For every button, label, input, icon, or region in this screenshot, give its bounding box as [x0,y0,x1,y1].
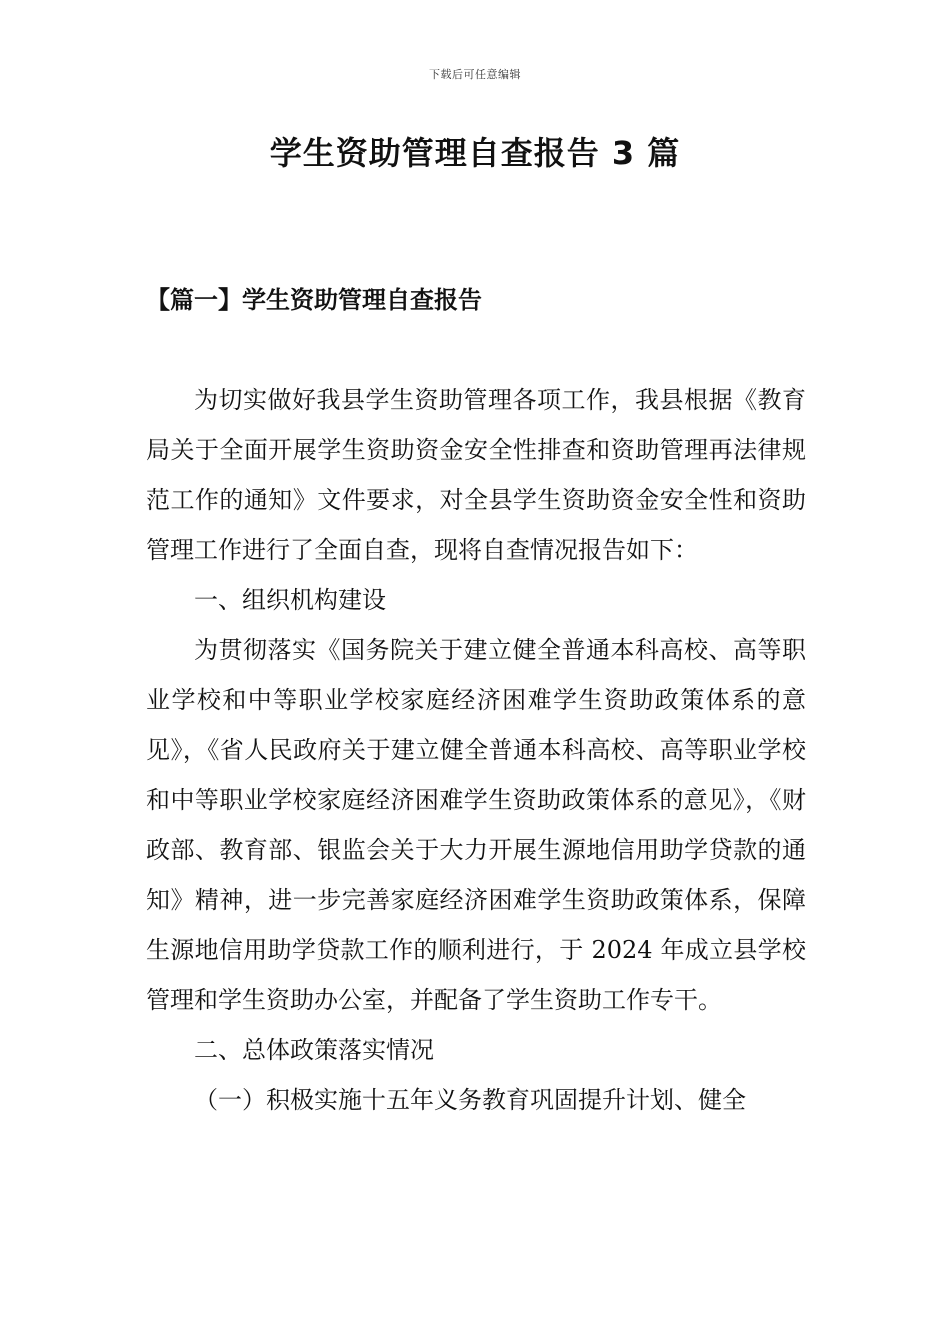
heading-org-structure: 一、组织机构建设 [194,586,386,614]
section-heading: 【篇一】学生资助管理自查报告 [146,286,482,314]
heading-policy: 二、总体政策落实情况 [194,1036,434,1064]
document-body [146,375,806,1125]
document-title: 学生资助管理自查报告 3 篇 [269,134,681,172]
paragraph-policy-1: （一）积极实施十五年义务教育巩固提升计划、健全 [194,1086,746,1114]
paragraph-intro: 为切实做好我县学生资助管理各项工作，我县根据《教育局关于全面开展学生资助资金安全性排查和资助管理再法律规范工作的通知》文件要求，对全县学生资助资金安全性和资助管理工作进行了全面自查，现将自查情况报告如下： [146,386,806,564]
header-note: 下载后可任意编辑 [429,68,521,81]
paragraph-org-structure: 为贯彻落实《国务院关于建立健全普通本科高校、高等职业学校和中等职业学校家庭经济困难学生资助政策体系的意见》，《省人民政府关于建立健全普通本科高校、高等职业学校和中等职业学校家庭经济困难学生资助政策体系的意见》，《财政部、教育部、银监会关于大力开展生源地信用助学贷款的通知》精神，进一步完善家庭经济困难学生资助政策体系，保障生源地信用助学贷款工作的顺利进行，于 2024 年成立县学校管理和学生资助办公室，并配备了学生资助工作专干。 [146,636,806,1014]
